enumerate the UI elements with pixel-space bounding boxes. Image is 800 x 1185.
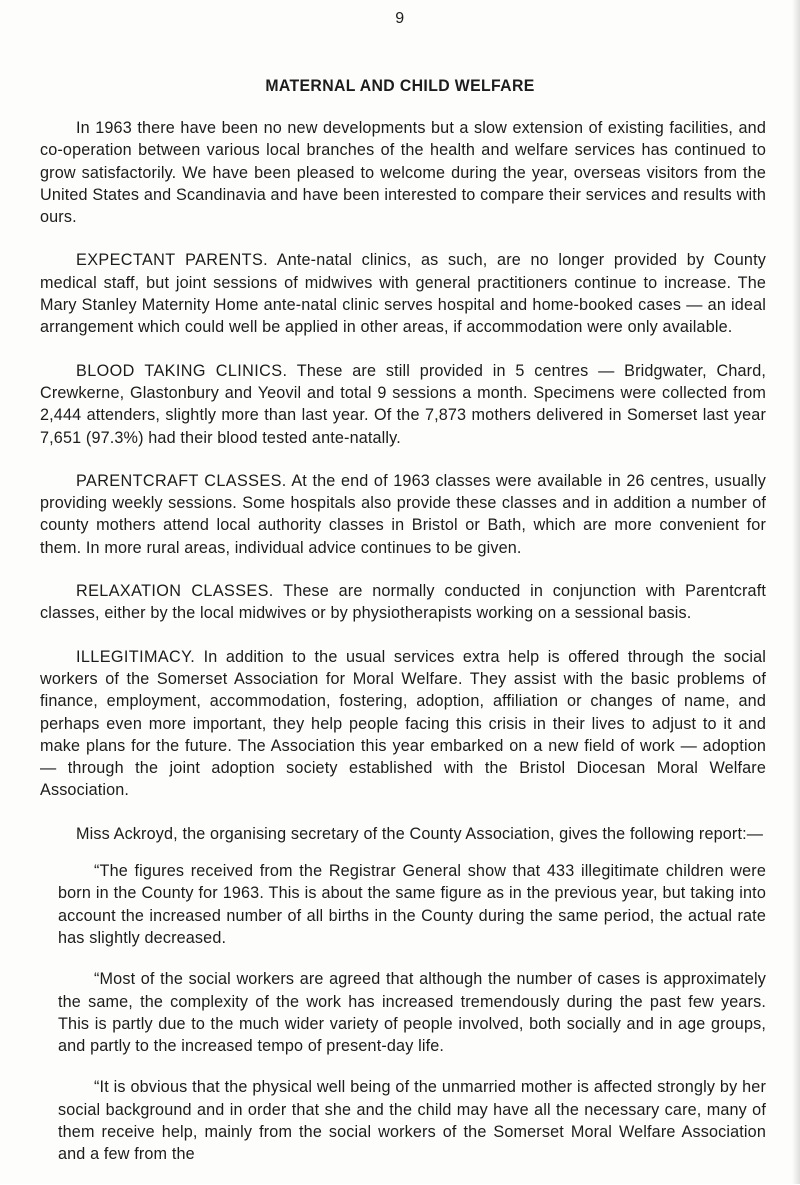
- section-heading: PARENTCRAFT CLASSES.: [76, 471, 287, 490]
- paragraph-relaxation-classes: [40, 580, 766, 625]
- paragraph-text: In addition to the usual services extra help is offered through the social workers of the Somerset Association for Moral Welfare. They assist with the basic problems of finance, employment, accommodation, fostering, adoption, affiliation or changes of name, and perhaps even more important, they help people facing this crisis in their lives to adjust to it and make plans for the future. The Association this year embarked on a new field of work — adoption — through the joint adoption society established with the Bristol Diocesan Moral Welfare Association.: [40, 647, 766, 800]
- quote-paragraph: “Most of the social workers are agreed that although the number of cases is approximately the same, the complexity of the work has increased tremendously during the past few years. This is partly due to the much wider variety of people involved, both socially and in age groups, and partly to the increased tempo of present-day life.: [58, 970, 766, 1056]
- paragraph-parentcraft-classes: [40, 470, 766, 559]
- quote-paragraph: “The figures received from the Registrar General show that 433 illegitimate children were born in the County for 1963. This is about the same figure as in the previous year, but taking into account the increased number of all births in the County during the same period, the actual rate has slightly decreased.: [58, 862, 766, 947]
- paragraph-text: These are still provided in 5 centres — Bridgwater, Chard, Crewkerne, Glastonbury and Yeovil and total 9 sessions a month. Specimens were collected from 2,444 attenders, slightly more than last year. Of the 7,873 mothers delivered in Somerset last year 7,651 (97.3%) had their blood tested ante-natally.: [40, 361, 766, 447]
- section-heading: ILLEGITIMACY.: [76, 647, 196, 666]
- paragraph-text: At the end of 1963 classes were available in 26 centres, usually providing weekly sessions. Some hospitals also provide these classes and in addition a number of county mothers attend local authority classes in Bristol or Bath, which are more convenient for them. In more rural areas, individual advice continues to be given.: [40, 471, 766, 557]
- paragraph-text: In 1963 there have been no new developments but a slow extension of existing facilities, and co-operation between various local branches of the health and welfare services has continued to grow satisfactorily. We have been pleased to welcome during the year, overseas visitors from the United States and Scandinavia and have been interested to compare their services and results with ours.: [40, 119, 766, 227]
- paragraph-intro: [40, 117, 766, 228]
- section-heading: BLOOD TAKING CLINICS.: [76, 361, 288, 380]
- paragraph-expectant-parents: [40, 249, 766, 338]
- paragraph-blood-taking-clinics: [40, 360, 766, 449]
- page-title: MATERNAL AND CHILD WELFARE: [265, 76, 535, 95]
- paragraph-report-intro: [40, 823, 766, 845]
- section-heading: EXPECTANT PARENTS.: [76, 251, 269, 270]
- section-heading: RELAXATION CLASSES.: [76, 582, 274, 601]
- page-edge-shadow: [792, 0, 800, 1184]
- paragraph-text: Miss Ackroyd, the organising secretary of the County Association, gives the following report:—: [76, 824, 764, 843]
- page-number: 9: [395, 10, 405, 27]
- document-body: [40, 117, 766, 1185]
- paragraph-text: Ante-natal clinics, as such, are no longer provided by County medical staff, but joint sessions of midwives with general practitioners continue to increase. The Mary Stanley Maternity Home ante-natal clinic serves hospital and home-booked cases — an ideal arrangement which could well be applied in other areas, if accommodation were only available.: [40, 251, 766, 337]
- quote-paragraph: “It is obvious that the physical well being of the unmarried mother is affected strongly by her social background and in order that she and the child may have all the necessary care, many of them receive help, mainly from the social workers of the Somerset Moral Welfare Association and a few from the: [58, 1078, 766, 1164]
- paragraph-illegitimacy: [40, 646, 766, 802]
- paragraph-text: These are normally conducted in conjunction with Parentcraft classes, either by the local midwives or by physiotherapists working on a sessional basis.: [40, 582, 766, 623]
